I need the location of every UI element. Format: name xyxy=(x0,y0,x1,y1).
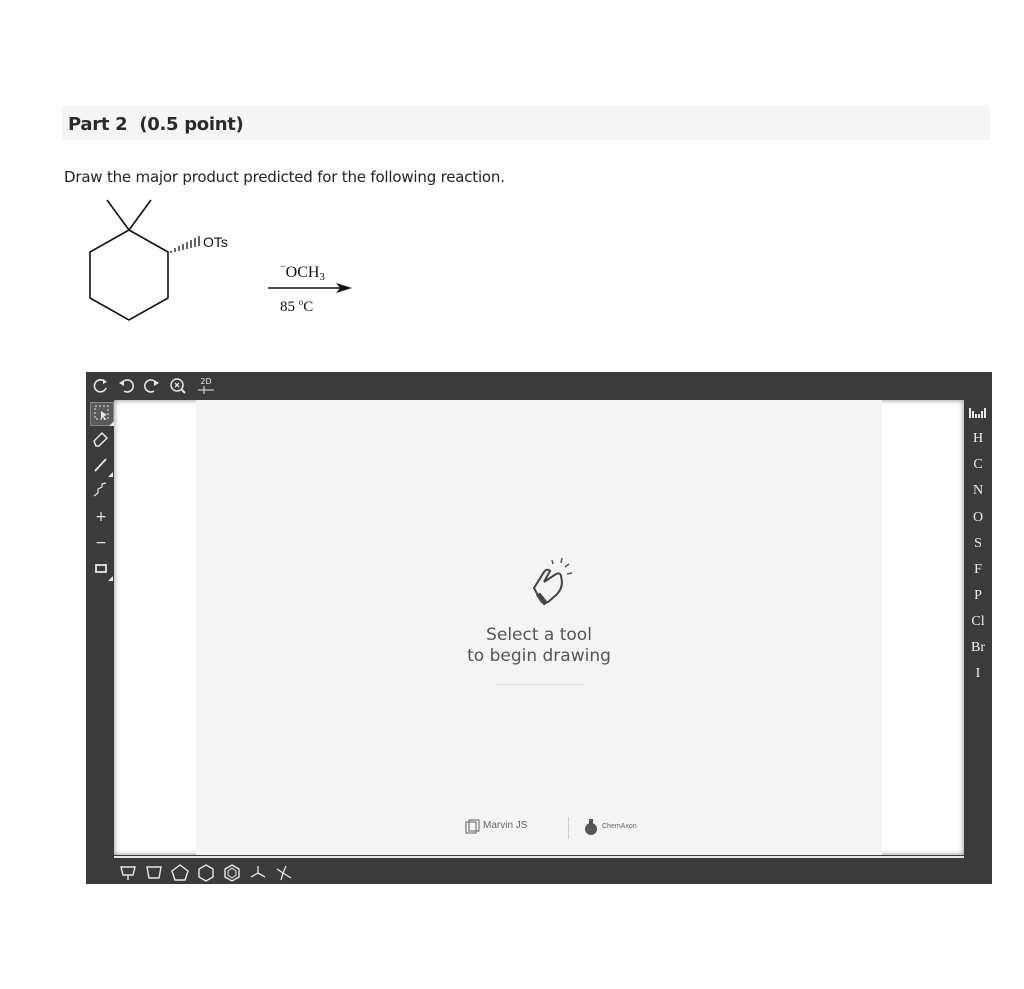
clear-icon[interactable] xyxy=(90,376,110,396)
hint-line-2: to begin drawing xyxy=(467,646,611,666)
part-header xyxy=(62,106,990,140)
undo-icon[interactable] xyxy=(116,376,136,396)
temperature-label xyxy=(280,297,313,316)
left-toolbar xyxy=(86,400,114,884)
template-toolbar xyxy=(114,856,964,886)
element-i-button[interactable]: I xyxy=(975,666,981,681)
reagent-label xyxy=(280,262,325,283)
bond-tool-icon[interactable] xyxy=(90,454,112,476)
marvin-brand: Marvin JS xyxy=(483,820,528,831)
chemaxon-logo-icon xyxy=(584,818,598,836)
zoom-icon[interactable] xyxy=(168,376,188,396)
tert-butyl-icon[interactable] xyxy=(274,863,294,883)
cyclohexane-icon[interactable] xyxy=(196,863,216,883)
template-library-icon[interactable] xyxy=(118,863,138,883)
hint-divider xyxy=(496,684,584,685)
leaving-group-label: OTs xyxy=(203,234,228,250)
element-n-button[interactable]: N xyxy=(972,483,984,498)
reagent-subscript: 3 xyxy=(319,271,325,283)
2d-label: 2D xyxy=(200,377,212,386)
element-h-button[interactable]: H xyxy=(972,431,984,446)
element-s-button[interactable]: S xyxy=(974,536,982,551)
element-c-button[interactable]: C xyxy=(973,457,983,472)
charge-plus-button[interactable]: + xyxy=(95,509,107,525)
reaction-scheme xyxy=(70,190,390,340)
select-tool-icon[interactable] xyxy=(90,402,114,426)
2d-clean-button[interactable] xyxy=(196,376,216,396)
temperature-unit: C xyxy=(303,299,314,315)
part-number: Part 2 xyxy=(68,114,128,135)
marvin-editor xyxy=(86,372,992,884)
charge-minus-button[interactable]: − xyxy=(95,535,107,551)
hint-line-1: Select a tool xyxy=(486,625,592,645)
degree-sign: o xyxy=(298,297,304,307)
element-toolbar xyxy=(964,400,992,856)
element-cl-button[interactable]: Cl xyxy=(971,614,985,629)
benzene-icon[interactable] xyxy=(222,863,242,883)
cyclopentane-icon[interactable] xyxy=(170,863,190,883)
brand-divider xyxy=(568,817,569,839)
reactant-structure xyxy=(70,190,390,340)
element-o-button[interactable]: O xyxy=(972,510,984,525)
question-text: Draw the major product predicted for the following reaction. xyxy=(64,168,505,186)
temperature-value: 85 xyxy=(280,299,299,315)
part-title xyxy=(68,114,243,135)
part-points: (0.5 point) xyxy=(139,114,244,135)
reagent-charge: − xyxy=(280,262,286,273)
empty-canvas-hint xyxy=(114,625,964,667)
element-br-button[interactable]: Br xyxy=(971,640,985,655)
chain-tool-icon[interactable] xyxy=(90,480,112,502)
isopropyl-icon[interactable] xyxy=(248,863,268,883)
reagent-formula: OCH xyxy=(285,264,320,281)
pointer-hand-icon xyxy=(522,552,582,612)
drawing-canvas[interactable] xyxy=(114,400,964,855)
eraser-icon[interactable] xyxy=(90,428,112,450)
rectangle-tool-icon[interactable] xyxy=(90,558,112,580)
marvin-logo-icon xyxy=(464,818,482,836)
redo-icon[interactable] xyxy=(142,376,162,396)
top-toolbar xyxy=(86,372,992,400)
periodic-table-icon[interactable] xyxy=(964,400,992,426)
cyclobutane-icon[interactable] xyxy=(144,863,164,883)
chemaxon-brand: ChemAxon xyxy=(602,823,637,830)
element-f-button[interactable]: F xyxy=(974,562,982,577)
element-p-button[interactable]: P xyxy=(974,588,982,603)
